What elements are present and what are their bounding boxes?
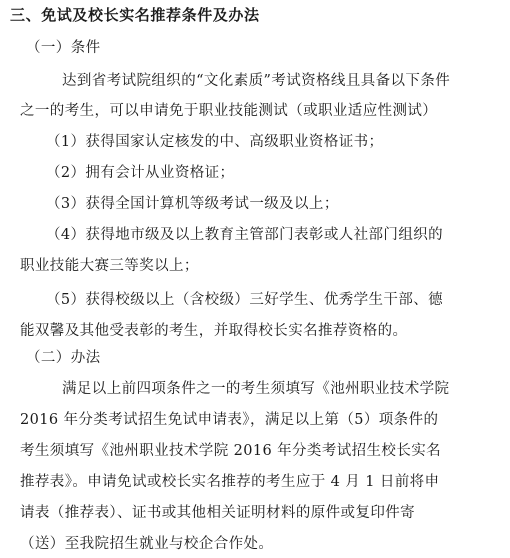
conditions-intro-line-2: 之一的考生，可以申请免于职业技能测试（或职业适应性测试） bbox=[20, 103, 438, 119]
method-line-3: 考生须填写《池州职业技术学院 2016 年分类考试招生校长实名 bbox=[20, 443, 442, 459]
condition-item-3: （3）获得全国计算机等级考试一级及以上； bbox=[46, 196, 339, 212]
condition-item-2: （2）拥有会计从业资格证； bbox=[46, 165, 235, 181]
condition-item-4-line-2: 职业技能大赛三等奖以上； bbox=[20, 258, 199, 274]
condition-item-5-line-1: （5）获得校级以上（含校级）三好学生、优秀学生干部、德 bbox=[46, 292, 444, 308]
conditions-heading: （一）条件 bbox=[26, 40, 101, 56]
method-line-2: 2016 年分类考试招生免试申请表》，满足以上第（5）项条件的 bbox=[20, 412, 439, 428]
condition-item-4-line-1: （4）获得地市级及以上教育主管部门表彰或人社部门组织的 bbox=[46, 227, 444, 243]
section-title: 三、免试及校长实名推荐条件及办法 bbox=[10, 6, 260, 24]
condition-item-1: （1）获得国家认定核发的中、高级职业资格证书； bbox=[46, 134, 384, 150]
conditions-intro-line-1: 达到省考试院组织的“文化素质”考试资格线且具备以下条件 bbox=[62, 73, 451, 89]
method-line-1: 满足以上前四项条件之一的考生须填写《池州职业技术学院 bbox=[62, 381, 450, 397]
method-heading: （二）办法 bbox=[26, 350, 101, 366]
method-line-5: 请表（推荐表）、证书或其他相关证明材料的原件或复印件寄 bbox=[20, 505, 416, 521]
method-line-6: （送）至我院招生就业与校企合作处。 bbox=[20, 536, 274, 552]
condition-item-5-line-2: 能双馨及其他受表彰的考生，并取得校长实名推荐资格的。 bbox=[20, 323, 408, 339]
method-line-4: 推荐表》。申请免试或校长实名推荐的考生应于 4 月 1 日前将申 bbox=[20, 474, 440, 490]
